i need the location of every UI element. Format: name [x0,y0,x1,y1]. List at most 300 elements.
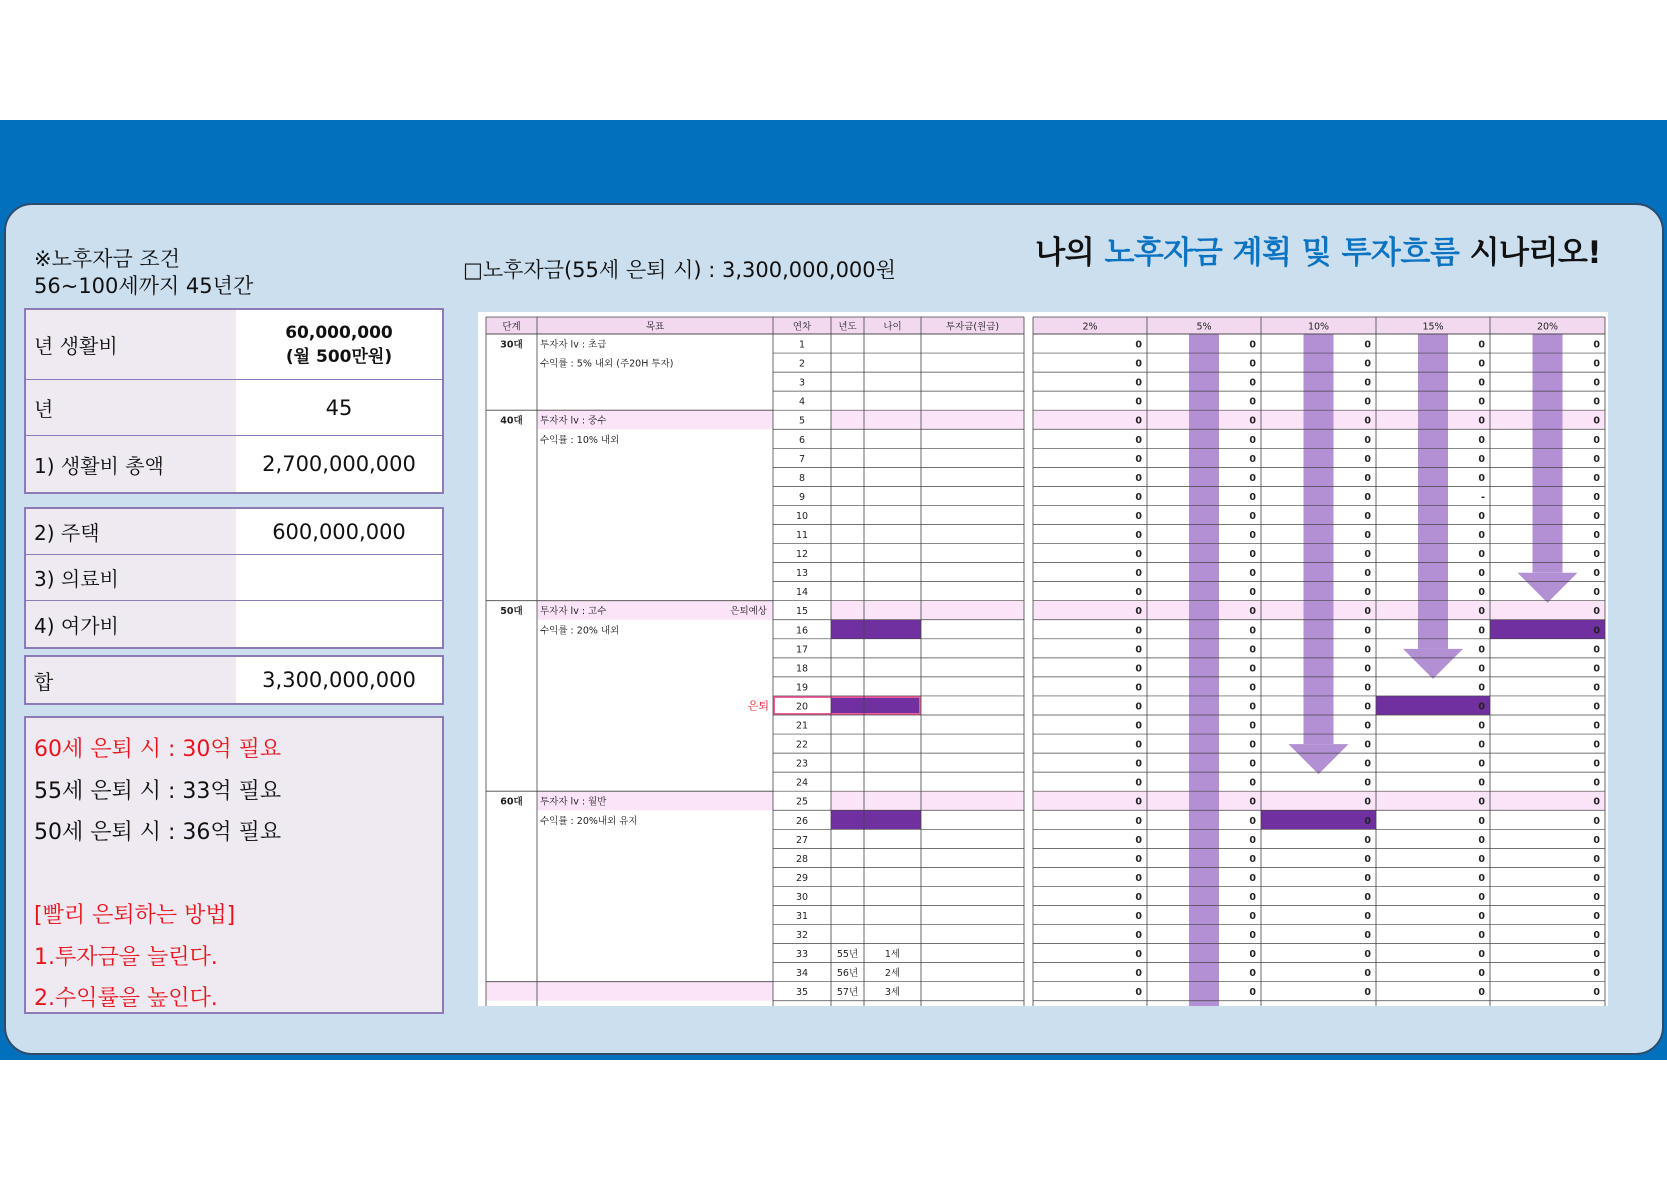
value-cell: 0 [1249,415,1256,427]
value-cell: 0 [1478,339,1485,351]
value-cell: 0 [1593,739,1600,751]
year-index: 17 [795,644,809,656]
value-line1: 60,000,000 [285,322,393,343]
value-cell: 0 [1135,930,1142,942]
stage-return: 수익률 : 5% 내외 (주20H 투자) [540,358,674,370]
flow-arrow-shaft-10% [1304,334,1334,744]
value-cell: 0 [1364,396,1371,408]
year-index: 18 [795,663,809,675]
conditions-subtitle: 56~100세까지 45년간 [34,274,254,298]
value-cell: 0 [1364,701,1371,713]
value-cell: 0 [1249,853,1256,865]
year-index: 26 [795,815,809,827]
value-cell: 0 [1478,453,1485,465]
other-costs-table [24,507,444,649]
value-cell: 0 [1249,396,1256,408]
value-cell: 0 [1135,606,1142,618]
stage-return: 수익률 : 10% 내외 [540,434,620,446]
value-cell: 0 [1364,815,1371,827]
row-label: 년 생활비 [26,310,236,379]
year-index: 24 [795,777,809,789]
year-cell: 56년 [836,968,859,980]
value-cell: 0 [1135,987,1142,999]
value-cell: 0 [1364,758,1371,770]
value-cell: 0 [1249,758,1256,770]
year-index: 28 [795,853,809,865]
value-cell: 0 [1249,377,1256,389]
value-cell: 0 [1249,891,1256,903]
note-early-retire-title: [빨리 은퇴하는 방법] [34,903,236,928]
value-cell: 0 [1135,510,1142,522]
value-cell: 0 [1478,625,1485,637]
value-cell: 0 [1593,568,1600,580]
stage-name: 30대 [500,339,523,351]
row-value [236,601,442,647]
value-cell: 0 [1364,739,1371,751]
column-header: 나이 [883,321,902,333]
value-cell: 0 [1249,491,1256,503]
value-cell: 0 [1364,911,1371,922]
note-method-1: 1.투자금을 늘린다. [34,945,218,970]
row-value: 2,700,000,000 [236,436,442,492]
row-value [236,555,442,600]
stage-goal: 투자자 lv : 고수 [540,606,607,618]
year-index: 1 [798,339,806,351]
stage-row-highlight [831,601,1024,620]
value-cell: 0 [1135,872,1142,884]
value-cell: 0 [1593,510,1600,522]
note-55-retire: 55세 은퇴 시 : 33억 필요 [34,779,282,804]
flow-arrow-head-10% [1289,744,1349,774]
value-cell: 0 [1364,472,1371,484]
value-cell: 0 [1249,911,1256,922]
conditions-title: ※노후자금 조건 [34,247,180,271]
value-cell: - [1481,491,1485,503]
value-cell: 0 [1135,796,1142,808]
value-cell: 0 [1249,739,1256,751]
value-cell: 0 [1593,777,1600,789]
value-cell: 0 [1364,625,1371,637]
sheet-grid [478,312,1608,1006]
value-cell: 0 [1135,663,1142,675]
year-index: 30 [795,891,809,903]
value-cell: 0 [1364,415,1371,427]
year-index: 11 [795,530,809,541]
age-cell: 2세 [884,968,901,980]
value-cell: 0 [1593,415,1600,427]
row-label: 1) 생활비 총액 [26,436,236,492]
value-cell: 0 [1593,720,1600,732]
value-cell: 0 [1249,510,1256,522]
value-cell: 0 [1135,815,1142,827]
stage-goal: 투자자 lv : 월반 [540,796,607,808]
table-row [26,601,442,647]
value-cell: 0 [1364,682,1371,694]
value-cell: 0 [1364,568,1371,580]
year-index: 2 [798,358,806,370]
value-cell: 0 [1478,911,1485,922]
investment-sheet [478,312,1608,1006]
row-label: 합 [26,657,236,703]
year-index: 16 [795,625,809,637]
value-cell: 0 [1135,853,1142,865]
column-header: 단계 [502,321,521,333]
value-cell: 0 [1593,891,1600,903]
value-cell: 0 [1478,891,1485,903]
value-cell: 0 [1593,587,1600,599]
target-reached-cell [1376,696,1490,715]
year-index: 4 [798,396,806,408]
value-cell: 0 [1249,434,1256,446]
value-cell: 0 [1135,396,1142,408]
year-cell: 57년 [836,987,859,999]
value-cell: 0 [1593,339,1600,351]
note-method-2: 2.수익률을 높인다. [34,986,218,1011]
value-cell: 0 [1593,911,1600,922]
value-cell: 0 [1135,891,1142,903]
value-cell: 0 [1364,606,1371,618]
value-cell: 0 [1249,339,1256,351]
flow-arrow-shaft-15% [1418,334,1448,649]
value-cell: 0 [1364,891,1371,903]
value-cell: 0 [1135,415,1142,427]
value-cell: 0 [1478,415,1485,427]
value-cell: 0 [1135,587,1142,599]
year-index: 5 [798,415,806,427]
stage-return: 수익률 : 20%내외 유지 [540,815,638,827]
year-index: 3 [798,377,806,389]
table-row [26,436,442,492]
value-cell: 0 [1364,377,1371,389]
row-label: 2) 주택 [26,509,236,554]
value-cell: 0 [1593,663,1600,675]
value-cell: 0 [1135,682,1142,694]
stage-row-highlight [486,982,773,1001]
page-title [1035,227,1601,272]
age-cell: 1세 [884,949,901,961]
row-value: 45 [236,380,442,435]
value-cell: 0 [1478,549,1485,561]
value-cell: 0 [1478,434,1485,446]
value-cell: 0 [1135,949,1142,961]
title-suffix: 시나리오! [1459,235,1601,271]
row-value: 600,000,000 [236,509,442,554]
value-cell: 0 [1593,472,1600,484]
value-cell: 0 [1478,796,1485,808]
value-cell: 0 [1249,530,1256,541]
value-cell: 0 [1478,472,1485,484]
flow-arrow-head-15% [1403,649,1463,679]
value-cell: 0 [1593,530,1600,541]
table-row [26,310,442,380]
value-cell: 0 [1478,777,1485,789]
value-cell: 0 [1593,434,1600,446]
value-cell: 0 [1593,930,1600,942]
value-cell: 0 [1593,758,1600,770]
value-cell: 0 [1478,739,1485,751]
value-cell: 0 [1593,853,1600,865]
value-cell: 0 [1593,644,1600,656]
column-header: 투자금(원금) [945,321,1000,333]
rate-header: 10% [1307,321,1330,333]
value-cell: 0 [1249,587,1256,599]
value-cell: 0 [1593,377,1600,389]
value-cell: 0 [1478,834,1485,846]
flow-arrow-shaft-20% [1533,334,1563,573]
value-cell: 0 [1135,491,1142,503]
notes-box [24,716,444,1014]
value-cell: 0 [1364,510,1371,522]
value-cell: 0 [1593,834,1600,846]
year-index: 14 [795,587,809,599]
value-cell: 0 [1249,987,1256,999]
value-cell: 0 [1135,739,1142,751]
value-cell: 0 [1478,396,1485,408]
row-label: 년 [26,380,236,435]
value-cell: 0 [1593,949,1600,961]
value-cell: 0 [1364,853,1371,865]
year-index: 15 [795,606,809,618]
total-table [24,655,444,705]
stage-row-highlight [831,410,1024,429]
column-header: 연차 [792,321,812,333]
value-cell: 0 [1135,701,1142,713]
value-cell: 0 [1249,453,1256,465]
value-cell: 0 [1593,682,1600,694]
value-cell: 0 [1249,777,1256,789]
retire-marker-cell [831,620,921,639]
value-cell: 0 [1249,358,1256,370]
value-cell: 0 [1478,606,1485,618]
value-cell: 0 [1249,834,1256,846]
value-cell: 0 [1478,530,1485,541]
age-cell: 3세 [884,987,901,999]
value-cell: 0 [1249,930,1256,942]
value-cell: 0 [1364,434,1371,446]
value-cell: 0 [1478,853,1485,865]
value-cell: 0 [1593,625,1600,637]
value-cell: 0 [1249,606,1256,618]
value-cell: 0 [1364,491,1371,503]
value-cell: 0 [1364,453,1371,465]
value-cell: 0 [1249,796,1256,808]
value-cell: 0 [1478,358,1485,370]
value-cell: 0 [1478,663,1485,675]
value-cell: 0 [1478,377,1485,389]
year-index: 27 [795,834,809,846]
value-cell: 0 [1249,872,1256,884]
value-cell: 0 [1478,968,1485,980]
stage-goal: 투자자 lv : 초급 [540,339,607,351]
note-50-retire: 50세 은퇴 시 : 36억 필요 [34,820,282,845]
flow-arrow-head-20% [1518,573,1578,603]
value-cell: 0 [1135,530,1142,541]
year-cell: 55년 [836,949,859,961]
value-cell: 0 [1249,815,1256,827]
value-cell: 0 [1249,549,1256,561]
value-cell: 0 [1364,549,1371,561]
header-bg-left [486,317,1024,334]
value-cell: 0 [1478,720,1485,732]
note-60-retire: 60세 은퇴 시 : 30억 필요 [34,737,282,762]
value-cell: 0 [1249,682,1256,694]
value-line2: (월 500만원) [285,346,393,367]
year-index: 25 [795,796,809,808]
retirement-fund-headline: □노후자금(55세 은퇴 시) : 3,300,000,000원 [463,258,896,282]
value-cell: 0 [1478,644,1485,656]
year-index: 35 [795,987,809,999]
stage-row-highlight [1033,791,1605,810]
retire-marker-cell [831,810,921,829]
year-index: 23 [795,758,809,770]
value-cell: 0 [1135,968,1142,980]
year-index: 7 [798,453,806,465]
living-cost-table [24,308,444,494]
value-cell: 0 [1249,568,1256,580]
value-cell: 0 [1135,644,1142,656]
value-cell: 0 [1478,987,1485,999]
target-reached-cell [1490,620,1605,639]
value-cell: 0 [1364,530,1371,541]
value-cell: 0 [1593,815,1600,827]
year-index: 10 [795,510,809,522]
rate-header: 20% [1536,321,1559,333]
value-cell: 0 [1593,453,1600,465]
stage-row-highlight [831,791,1024,810]
retire-marker-cell [831,696,921,715]
value-cell: 0 [1593,796,1600,808]
year-index: 9 [798,491,806,503]
value-cell: 0 [1249,472,1256,484]
table-row [26,555,442,601]
value-cell: 0 [1364,587,1371,599]
value-cell: 0 [1135,834,1142,846]
title-prefix: 나의 [1035,235,1105,271]
retire-label: 은퇴 [747,699,769,713]
value-cell: 0 [1478,510,1485,522]
value-cell: 0 [1478,682,1485,694]
year-index: 29 [795,872,809,884]
value-cell: 0 [1364,987,1371,999]
rate-header: 5% [1196,321,1212,333]
value-cell: 0 [1249,701,1256,713]
value-cell: 0 [1593,358,1600,370]
value-cell: 0 [1593,872,1600,884]
rate-header: 15% [1422,321,1444,333]
value-cell: 0 [1135,549,1142,561]
conditions-block [34,246,253,300]
value-cell: 0 [1135,625,1142,637]
row-value: 3,300,000,000 [236,657,442,703]
value-cell: 0 [1593,701,1600,713]
year-index: 6 [798,434,806,446]
value-cell: 0 [1478,758,1485,770]
year-index: 13 [795,568,809,580]
value-cell: 0 [1593,987,1600,999]
value-cell: 0 [1249,949,1256,961]
value-cell: 0 [1135,720,1142,732]
year-index: 19 [795,682,809,694]
value-cell: 0 [1364,339,1371,351]
value-cell: 0 [1135,358,1142,370]
value-cell: 0 [1364,644,1371,656]
year-index: 31 [795,911,809,922]
target-reached-cell [1261,810,1376,829]
year-index: 33 [795,949,809,961]
value-cell: 0 [1135,777,1142,789]
year-index: 20 [795,701,809,713]
value-cell: 0 [1364,949,1371,961]
value-cell: 0 [1364,720,1371,732]
table-row [26,380,442,436]
value-cell: 0 [1249,625,1256,637]
row-value [236,310,442,379]
year-index: 12 [795,549,809,561]
stage-name: 40대 [500,415,523,427]
year-index: 22 [795,739,809,751]
year-index: 21 [795,720,809,732]
column-header: 목표 [645,321,665,333]
value-cell: 0 [1593,491,1600,503]
value-cell: 0 [1249,720,1256,732]
value-cell: 0 [1135,434,1142,446]
value-cell: 0 [1593,396,1600,408]
value-cell: 0 [1364,930,1371,942]
value-cell: 0 [1478,568,1485,580]
value-cell: 0 [1478,930,1485,942]
value-cell: 0 [1135,911,1142,922]
table-row [26,657,442,703]
row-label: 3) 의료비 [26,555,236,600]
stage-name: 60대 [500,796,523,808]
value-cell: 0 [1364,358,1371,370]
table-row [26,509,442,555]
value-cell: 0 [1478,949,1485,961]
value-cell: 0 [1249,663,1256,675]
year-index: 32 [795,930,809,942]
value-cell: 0 [1593,968,1600,980]
value-cell: 0 [1478,587,1485,599]
value-cell: 0 [1593,549,1600,561]
stage-goal: 투자자 lv : 중수 [540,415,607,427]
value-cell: 0 [1364,968,1371,980]
value-cell: 0 [1478,701,1485,713]
retire-expected: 은퇴예상 [730,606,767,618]
value-cell: 0 [1135,758,1142,770]
value-cell: 0 [1364,663,1371,675]
value-cell: 0 [1135,472,1142,484]
stage-name: 50대 [500,606,523,618]
value-cell: 0 [1135,568,1142,580]
value-cell: 0 [1364,834,1371,846]
value-cell: 0 [1478,872,1485,884]
rate-header: 2% [1082,321,1098,333]
value-cell: 0 [1364,796,1371,808]
value-cell: 0 [1364,872,1371,884]
stage-return: 수익률 : 20% 내외 [540,625,620,637]
column-header: 년도 [838,321,857,333]
value-cell: 0 [1135,339,1142,351]
value-cell: 0 [1478,815,1485,827]
value-cell: 0 [1593,606,1600,618]
value-cell: 0 [1364,777,1371,789]
value-cell: 0 [1249,968,1256,980]
value-cell: 0 [1135,377,1142,389]
year-index: 34 [795,968,809,980]
row-label: 4) 여가비 [26,601,236,647]
title-highlight: 노후자금 계획 및 투자흐름 [1104,235,1460,271]
value-cell: 0 [1249,644,1256,656]
